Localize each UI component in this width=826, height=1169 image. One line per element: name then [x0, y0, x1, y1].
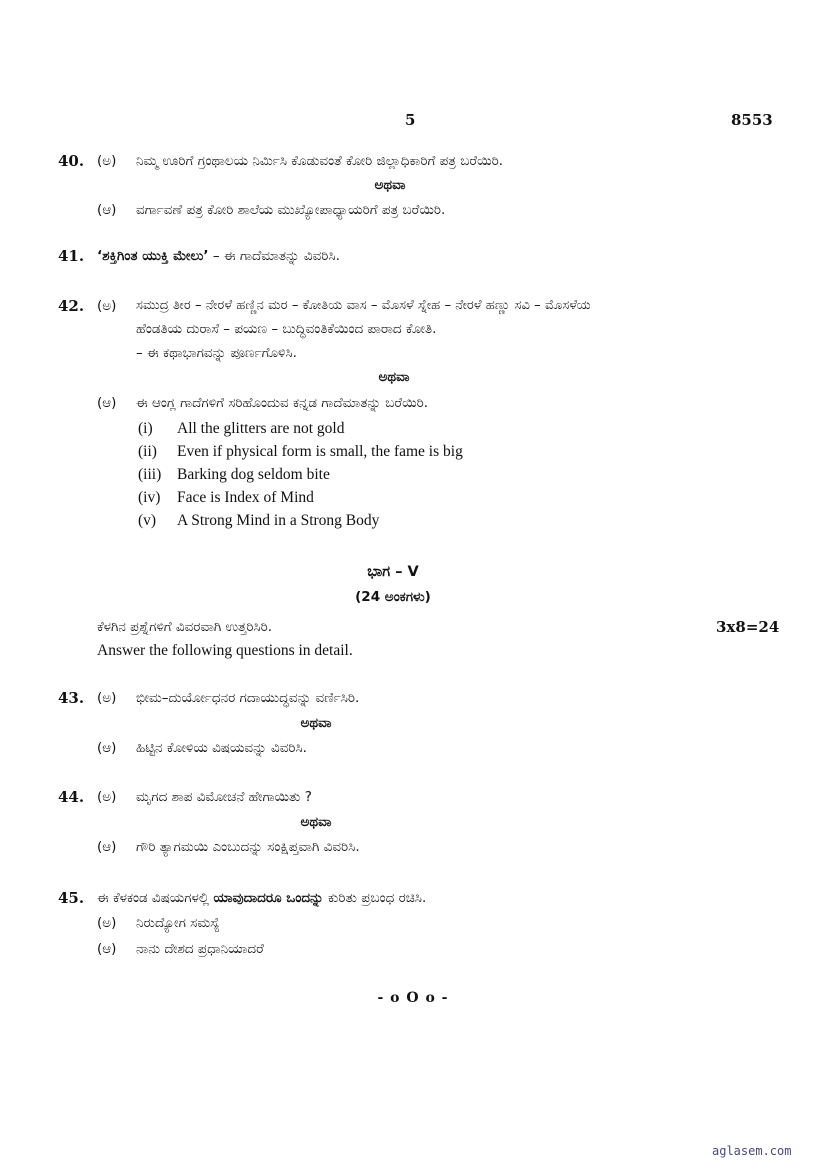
or-separator: ಅಥವಾ — [300, 814, 332, 830]
section-marks: (24 ಅಂಕಗಳು) — [355, 589, 431, 605]
question-text — [97, 890, 426, 906]
list-item: All the glitters are not gold — [177, 420, 345, 437]
option-label: (ಆ) — [97, 941, 117, 957]
or-separator: ಅಥವಾ — [300, 715, 332, 731]
essay-topic: ನಾನು ದೇಶದ ಪ್ರಧಾನಿಯಾದರೆ — [136, 941, 264, 957]
question-number: 45. — [58, 889, 85, 907]
question-number: 43. — [58, 689, 85, 707]
section-title: ಭಾಗ – V — [367, 564, 419, 580]
watermark-site: aglasem.com — [712, 1144, 792, 1158]
option-label: (ಅ) — [97, 690, 117, 706]
question-text: ಸಮುದ್ರ ತೀರ – ನೇರಳೆ ಹಣ್ಣಿನ ಮರ – ಕೋತಿಯ ವಾಸ – ಮೊಸಳೆ ಸ್ನೇಹ – ನೇರಳೆ ಹಣ್ಣು ಸವಿ – ಮೊಸಳೆಯ — [136, 298, 591, 313]
section-instruction-en: Answer the following questions in detail. — [97, 642, 353, 659]
question-instruction: – ಈ ಗಾದೆಮಾತನ್ನು ವಿವರಿಸಿ. — [208, 248, 340, 264]
question-text-emphasis: ಯಾವುದಾದರೂ ಒಂದನ್ನು — [213, 890, 324, 906]
question-text: ಹಿಟ್ಟಿನ ಕೋಳಿಯ ವಿಷಯವನ್ನು ವಿವರಿಸಿ. — [136, 740, 307, 756]
list-item-label: (i) — [138, 420, 153, 437]
question-text: ಹೆಂಡತಿಯ ದುರಾಸೆ – ಪಯಣ – ಬುದ್ಧಿವಂತಿಕೆಯಿಂದ ಪಾರಾದ ಕೋತಿ. — [136, 321, 437, 337]
list-item-label: (v) — [138, 512, 157, 529]
list-item: A Strong Mind in a Strong Body — [177, 512, 380, 529]
list-item-label: (ii) — [138, 443, 157, 460]
question-text: ಗೌರಿ ತ್ಯಾಗಮಯಿ ಎಂಬುದನ್ನು ಸಂಕ್ಷಿಪ್ತವಾಗಿ ವಿವರಿಸಿ. — [136, 839, 360, 855]
option-label: (ಆ) — [97, 395, 117, 411]
option-label: (ಅ) — [97, 915, 117, 931]
question-text — [97, 248, 340, 264]
question-number: 42. — [58, 297, 85, 315]
option-label: (ಅ) — [97, 153, 117, 169]
page-number: 5 — [405, 111, 416, 129]
question-text-post: ಕುರಿತು ಪ್ರಬಂಧ ರಚಿಸಿ. — [323, 890, 427, 906]
or-separator: ಅಥವಾ — [378, 369, 410, 385]
list-item: Barking dog seldom bite — [177, 466, 330, 483]
list-item: Face is Index of Mind — [177, 489, 314, 506]
option-label: (ಅ) — [97, 789, 117, 805]
section-instruction: ಕೆಳಗಿನ ಪ್ರಶ್ನೆಗಳಿಗೆ ವಿವರವಾಗಿ ಉತ್ತರಿಸಿರಿ. — [97, 619, 273, 635]
question-number: 44. — [58, 788, 85, 806]
end-mark: - o O o - — [377, 990, 449, 1006]
option-label: (ಆ) — [97, 740, 117, 756]
proverb-quote: ‘ಶಕ್ತಿಗಿಂತ ಯುಕ್ತಿ ಮೇಲು’ — [97, 248, 209, 264]
list-item: Even if physical form is small, the fame is big — [177, 443, 463, 460]
question-number: 40. — [58, 152, 85, 170]
question-text: ನಿಮ್ಮ ಊರಿಗೆ ಗ್ರಂಥಾಲಯ ನಿರ್ಮಿಸಿ ಕೊಡುವಂತೆ ಕೋರಿ ಜಿಲ್ಲಾಧಿಕಾರಿಗೆ ಪತ್ರ ಬರೆಯಿರಿ. — [136, 153, 503, 169]
list-item-label: (iii) — [138, 466, 162, 483]
paper-code: 8553 — [731, 111, 773, 129]
or-separator: ಅಥವಾ — [374, 177, 406, 193]
option-label: (ಅ) — [97, 298, 117, 314]
list-item-label: (iv) — [138, 489, 161, 506]
question-text: ಭೀಮ–ದುರ್ಯೋಧನರ ಗದಾಯುದ್ಧವನ್ನು ವರ್ಣಿಸಿರಿ. — [136, 690, 360, 706]
question-text: ವರ್ಗಾವಣೆ ಪತ್ರ ಕೋರಿ ಶಾಲೆಯ ಮುಖ್ಯೋಪಾಧ್ಯಾಯರಿಗೆ ಪತ್ರ ಬರೆಯಿರಿ. — [136, 202, 446, 218]
question-number: 41. — [58, 247, 85, 265]
essay-topic: ನಿರುದ್ಯೋಗ ಸಮಸ್ಯೆ — [136, 915, 220, 931]
question-text: ಮೃಗದ ಶಾಪ ವಿಮೋಚನೆ ಹೇಗಾಯಿತು ? — [136, 789, 312, 805]
option-label: (ಆ) — [97, 202, 117, 218]
question-text: ಈ ಆಂಗ್ಲ ಗಾದೆಗಳಿಗೆ ಸರಿಹೊಂದುವ ಕನ್ನಡ ಗಾದೆಮಾತನ್ನು ಬರೆಯಿರಿ. — [136, 395, 429, 411]
marks-formula: 3x8=24 — [716, 618, 780, 636]
question-text-pre: ಈ ಕೆಳಕಂಡ ವಿಷಯಗಳಲ್ಲಿ — [97, 890, 214, 906]
option-label: (ಆ) — [97, 839, 117, 855]
question-text: – ಈ ಕಥಾಭಾಗವನ್ನು ಪೂರ್ಣಗೊಳಿಸಿ. — [136, 345, 297, 361]
